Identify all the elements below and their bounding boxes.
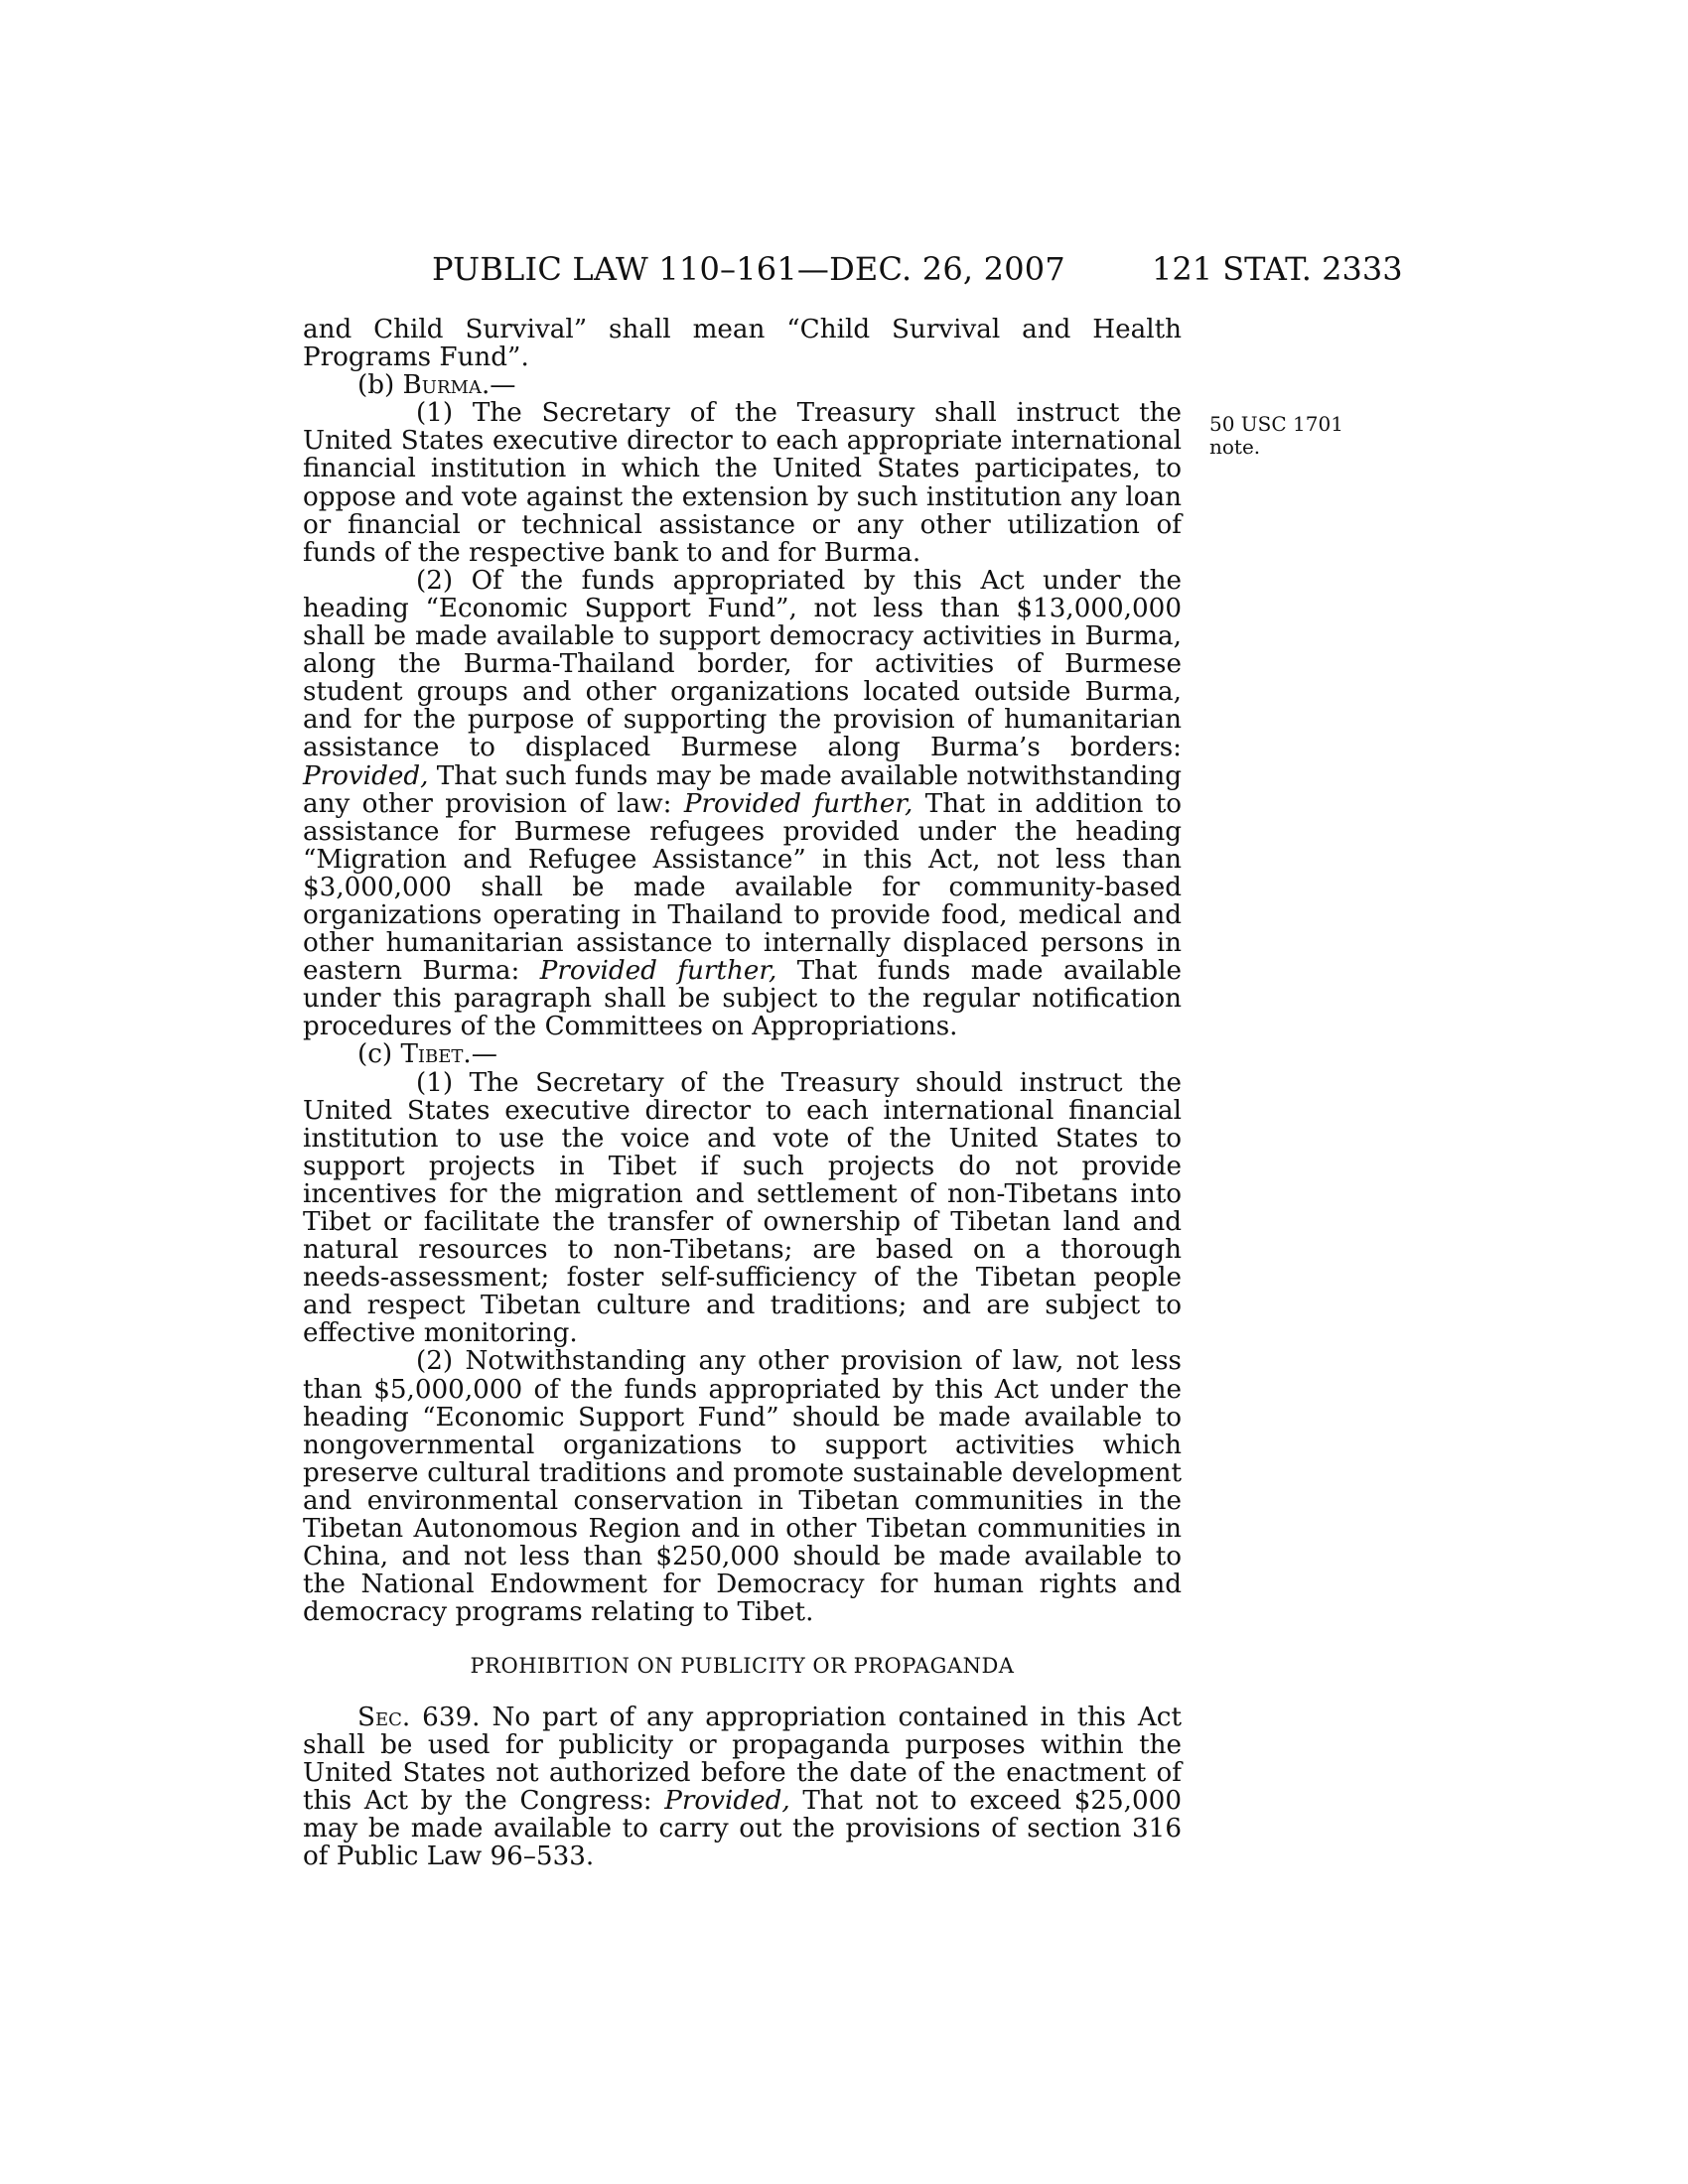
section-639-part-a: No part of any appropriation contained in this Act shall be used for publicity or propaganda purposes within the United States not authorized before the date of the enactment of this Act by the Congress: bbox=[303, 1702, 1182, 1816]
subsection-c-dash: .— bbox=[463, 1039, 497, 1070]
subsection-b-heading bbox=[303, 371, 1182, 399]
section-heading: PROHIBITION ON PUBLICITY OR PROPAGANDA bbox=[470, 1654, 1015, 1679]
margin-note bbox=[1209, 413, 1343, 459]
paragraph-b2 bbox=[303, 567, 1182, 1041]
section-639-part-b: That not to exceed $25,000 may be made available to carry out the provisions of section 316 of Public Law 96–533. bbox=[303, 1785, 1182, 1871]
subsection-c-title: Tibet bbox=[400, 1039, 464, 1070]
paragraph-b1: (1) The Secretary of the Treasury shall instruct the United States executive director to each appropriate international financial institution in which the United States participates, to oppose and vote against the extension by such institution any loan or financial or technical assistance or any other utilization of funds of the respective bank to and for Burma. bbox=[303, 398, 1182, 568]
paragraph-b2-part-c: That in addition to assistance for Burmese refugees provided under the heading “Migration and Refugee Assistance” in this Act, not less than $3,000,000 shall be made available for community-based organizations operating in Thailand to provide food, medical and other humanitarian assistance to internally displaced persons in eastern Burma: bbox=[303, 788, 1183, 987]
paragraph-b2-provided: Provided, bbox=[303, 760, 429, 791]
margin-note-citation: 50 USC 1701 bbox=[1209, 412, 1343, 436]
paragraph-c2: (2) Notwithstanding any other provision of law, not less than $5,000,000 of the funds appropriated by this Act under the heading “Economic Support Fund” should be made available to nongovernmental organizations to support activities which preserve cultural traditions and promote sustainable development and environmental conservation in Tibetan communities in the Tibetan Autonomous Region and in other Tibetan communities in China, and not less than $250,000 should be made available to the National Endowment for Democracy for human rights and democracy programs relating to Tibet. bbox=[303, 1346, 1182, 1628]
paragraph-b2-part-a: (2) Of the funds appropriated by this Act under the heading “Economic Support Fund”, not less than $13,000,000 shall be made available to support democracy activities in Burma, along the Burma-Thailand border, for activities of Burmese student groups and other organizations located outside Burma, and for the purpose of supporting the provision of humanitarian assistance to displaced Burmese along Burma’s borders: bbox=[303, 565, 1182, 763]
subsection-c-label: (c) bbox=[357, 1039, 401, 1070]
section-label: Sec bbox=[357, 1702, 402, 1732]
margin-note-suffix: note. bbox=[1209, 435, 1261, 459]
paragraph-b2-provided-further-2: Provided further, bbox=[539, 956, 777, 987]
page-header-stat: 121 STAT. 2333 bbox=[1152, 250, 1403, 288]
section-number: . 639. bbox=[401, 1702, 481, 1732]
subsection-c-heading bbox=[303, 1040, 1182, 1068]
section-639 bbox=[303, 1704, 1182, 1871]
paragraph-c1: (1) The Secretary of the Treasury should instruct the United States executive director to each international financial institution to use the voice and vote of the United States to support projects in Tibet if such projects do not provide incentives for the migration and settlement of non-Tibetans into Tibet or facilitate the transfer of ownership of Tibetan land and natural resources to non-Tibetans; are based on a thorough needs-assessment; foster self-sufficiency of the Tibetan people and respect Tibetan culture and traditions; and are subject to effective monitoring. bbox=[303, 1067, 1182, 1349]
paragraph-continuation: and Child Survival” shall mean “Child Survival and Health Programs Fund”. bbox=[303, 315, 1182, 373]
document-body bbox=[303, 316, 1182, 1870]
paragraph-b2-provided-further-1: Provided further, bbox=[683, 788, 914, 819]
subsection-b-label: (b) bbox=[357, 370, 403, 401]
page-header-title: PUBLIC LAW 110–161—DEC. 26, 2007 bbox=[432, 250, 1065, 288]
paragraph-b2-part-d: That funds made available under this paragraph shall be subject to the regular notification procedures of the Committees on Appropriations. bbox=[303, 956, 1182, 1042]
subsection-b-title: Burma bbox=[402, 370, 482, 401]
section-639-provided: Provided, bbox=[664, 1785, 790, 1816]
subsection-b-dash: .— bbox=[481, 370, 516, 401]
paragraph-b2-part-b: That such funds may be made available notwithstanding any other provision of law: bbox=[303, 760, 1182, 819]
